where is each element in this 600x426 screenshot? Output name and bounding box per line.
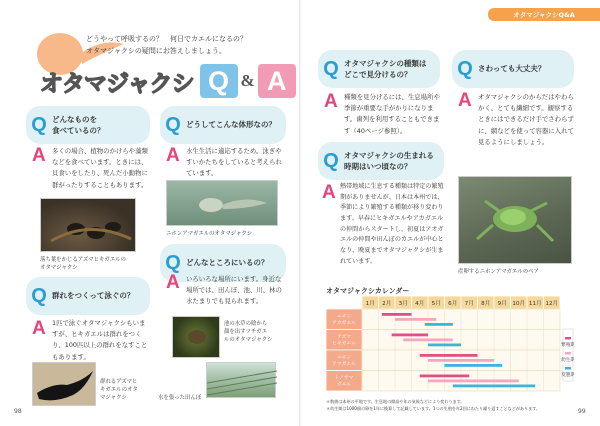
caption-habitat-1-line-1: 池の水草の陰から xyxy=(224,321,268,327)
photo-wrinkled-frog-tadpole-pond xyxy=(172,316,220,358)
caption-school-line-1: 群れるアズマヒ xyxy=(100,379,138,385)
q-mark: Q xyxy=(323,57,339,80)
a-mark: A xyxy=(458,90,472,111)
question-food xyxy=(52,114,105,137)
caption-spawning: 産卵するニホンアマガエルのペア xyxy=(458,269,539,275)
calendar-bar-spawn xyxy=(420,375,470,378)
calendar-month-label: 4月 xyxy=(415,301,425,307)
calendar-bar-spawn xyxy=(420,354,478,357)
q-mark: Q xyxy=(323,149,339,172)
question-identify-line-2: どこで見分けるの？ xyxy=(344,70,412,79)
calendar-month-label: 12月 xyxy=(545,301,559,307)
section-tab xyxy=(488,8,600,21)
calendar-bar-spawn xyxy=(392,334,428,337)
caption-food-line-1: 落ち葉をかじるアズマヒキガエルの xyxy=(40,257,126,263)
question-touch: さわっても大丈夫？ xyxy=(478,64,546,74)
question-box-food xyxy=(26,106,150,144)
a-mark: A xyxy=(166,272,180,293)
page-number-right: 99 xyxy=(578,408,586,415)
photo-frogs-spawning xyxy=(458,176,572,264)
calendar-bar-juvenile xyxy=(428,380,519,383)
page-title xyxy=(40,64,296,98)
calendar-species-label: トノサマ xyxy=(334,376,354,381)
legend-metamorph-label: 変態期 xyxy=(561,373,574,378)
calendar-month-label: 5月 xyxy=(431,301,441,307)
answer-food: 多くの場合、植物のかけらや藻類などを食べています。ときには、貝食いをしたり、死んだ小動物に群がったりすることもあります。 xyxy=(52,147,148,189)
calendar-month-label: 8月 xyxy=(481,301,491,307)
q-mark: Q xyxy=(165,251,181,274)
caption-habitat-1-line-3: ルのオタマジャクシ xyxy=(224,337,273,343)
calendar-species-label: ガエル xyxy=(336,382,352,388)
question-birth-season-line-2: 時期はいつ頃なの？ xyxy=(344,162,412,171)
question-box-touch xyxy=(452,50,574,88)
legend-spawn-label: 繁殖期 xyxy=(561,343,574,348)
question-box-school xyxy=(26,277,150,315)
calendar-month-label: 9月 xyxy=(497,301,507,307)
calendar-note-1: ＊数値は本州の平地です。生息地の標高や年の気候などにより変わります。 xyxy=(326,399,465,404)
question-food-line-1: どんなものを xyxy=(52,114,97,124)
answer-school: 1匹で泳ぐオタマジャクシもいますが、ヒキガエルは群れをつくり、100匹以上の群れをなすこともあります。 xyxy=(52,319,148,361)
calendar-bar-juvenile xyxy=(395,318,436,321)
question-identify-line-1: オタマジャクシの種類は xyxy=(344,58,427,68)
calendar xyxy=(326,296,574,400)
calendar-month-label: 1月 xyxy=(365,301,375,307)
photo-japanese-tree-frog-tadpole xyxy=(166,180,278,226)
legend-juvenile-label: 幼生期 xyxy=(561,358,574,363)
a-mark: A xyxy=(322,182,336,203)
question-school: 群れをつくって泳ぐの？ xyxy=(52,291,135,301)
legend-metamorph-swatch xyxy=(565,367,571,370)
q-mark: Q xyxy=(31,284,47,307)
answer-identify: 種類を見分けるには、生息場所や季節が重要な手がかりになります。歯列を利用することもできます（40ページ参照）。 xyxy=(344,93,440,135)
question-habitat: どんなところにいるの？ xyxy=(186,258,269,268)
question-shape: どうしてこんな体形なの？ xyxy=(186,120,276,130)
page-number-left: 98 xyxy=(14,408,22,415)
a-mark: A xyxy=(324,91,338,112)
photo-toad-tadpoles-leaf xyxy=(40,198,136,252)
q-mark: Q xyxy=(165,113,181,136)
answer-shape: 水生生活に適応するため。泳ぎやすいかたちをしていると考えられています。 xyxy=(186,147,282,178)
question-box-shape xyxy=(160,106,286,144)
caption-habitat-1-line-2: 顔を出すツチガエ xyxy=(224,329,268,335)
calendar-bar-spawn xyxy=(382,313,412,316)
question-box-identify xyxy=(318,50,440,88)
calendar-bar-juvenile xyxy=(428,359,494,362)
calendar-bar-metamorph xyxy=(445,364,503,367)
answer-birth-season: 熱帯地域に生息する種類は特定の繁殖期がありませんが、日本は本州では、季節により繁殖する種類が移り変わります。早春にヒキガエルやアカガエルの仲間からスタートし、初夏はアオガエルの仲間や田んぼのカエルが中心となり、晩夏までオタマジャクシが生まれています。 xyxy=(340,183,444,265)
photo-rice-paddy xyxy=(206,362,276,398)
caption-school-line-2: キガエルのオタ xyxy=(100,387,138,393)
calendar-corner xyxy=(326,296,362,309)
page-title-text: オタマジャクシ xyxy=(40,69,194,96)
a-mark: A xyxy=(32,145,46,166)
question-food-line-2: 食べているの？ xyxy=(52,126,105,135)
answer-touch: オタマジャクシのからだはやわらかく、とても繊細です。観察するときにはできるだけ手でさわらずに、網などを使って容器に入れて見るようにしましょう。 xyxy=(478,93,574,146)
calendar-species-label: アズマ xyxy=(336,335,352,340)
section-tab-label: オタマジャクシQ&A xyxy=(513,11,575,19)
calendar-bar-juvenile xyxy=(403,339,453,342)
question-birth-season-line-1: オタマジャクシの生まれる xyxy=(344,150,434,160)
calendar-species-label: ヒキガエル xyxy=(332,341,356,347)
title-q-block: Q xyxy=(200,64,238,98)
question-identify xyxy=(344,58,426,81)
calendar-species-label: ニホン xyxy=(336,314,352,320)
q-mark: Q xyxy=(31,113,47,136)
calendar-month-label: 6月 xyxy=(448,301,458,307)
calendar-month-label: 2月 xyxy=(382,301,392,307)
calendar-species-label: ニホン xyxy=(336,355,352,361)
calendar-note-2: ＊幼生期は1000個の卵を1年に換算して記載しています。1つの生殖を年2回にわたり繰り返すことなどがあります。 xyxy=(326,406,541,411)
calendar-species-label: アカガエル xyxy=(332,321,356,326)
calendar-month-label: 7月 xyxy=(464,301,474,307)
caption-food-line-2: オタマジャクシ xyxy=(40,265,78,271)
calendar-month-label: 10月 xyxy=(512,301,526,307)
q-mark: Q xyxy=(457,57,473,80)
caption-school-line-3: マジャクシ xyxy=(100,395,127,401)
a-mark: A xyxy=(32,318,46,339)
a-mark: A xyxy=(166,145,180,166)
legend-juvenile-swatch xyxy=(565,352,571,355)
page-gutter xyxy=(299,0,301,426)
intro-line-1: どうやって呼吸するの？ 何日でカエルになるの？ xyxy=(86,35,247,43)
answer-habitat: いろいろな場所にいます。身近な場所では、田んぼ、池、川、林の水たまりでも見られます。 xyxy=(186,275,282,306)
calendar-species-label: アマガエル xyxy=(332,362,356,367)
calendar-bar-metamorph xyxy=(425,323,453,326)
calendar-title: オタマジャクシカレンダー xyxy=(326,287,410,295)
calendar-bar-metamorph xyxy=(453,385,536,388)
intro-line-2: オタマジャクシの疑問にお答えしましょう。 xyxy=(86,47,226,55)
calendar-bar-metamorph xyxy=(428,344,461,347)
calendar-month-label: 11月 xyxy=(528,301,542,307)
photo-toad-tadpole-school xyxy=(32,362,96,406)
question-birth-season xyxy=(344,150,434,173)
legend-spawn-swatch xyxy=(565,337,571,340)
question-box-birth-season xyxy=(318,142,444,180)
caption-habitat-2: 水を張った田んぼ xyxy=(158,395,202,401)
caption-shape: ニホンアマガエルのオタマジャクシ xyxy=(166,231,253,237)
calendar-month-label: 3月 xyxy=(398,301,408,307)
title-ampersand: & xyxy=(240,71,255,90)
title-a-block: A xyxy=(258,64,296,98)
calendar-chart xyxy=(326,296,574,400)
